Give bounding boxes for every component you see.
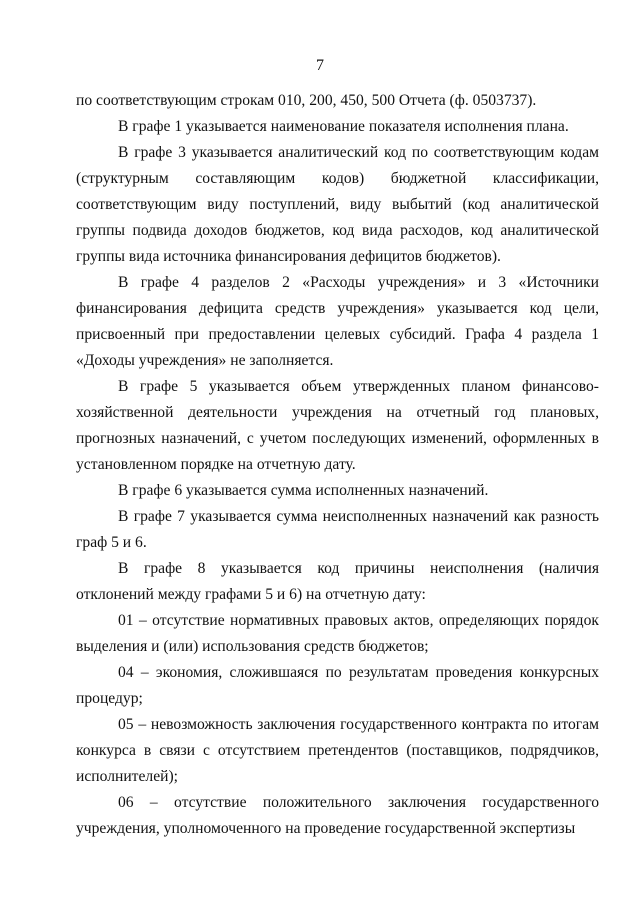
paragraph-continuation: по соответствующим строкам 010, 200, 450, 500 Отчета (ф. 0503737). [76,92,537,109]
paragraph-column-6: В графе 6 указывается сумма исполненных назначений. [118,482,489,499]
page-number: 7 [316,57,324,74]
paragraph-column-3: В графе 3 указывается аналитический код по соответствующим кодам (структурным составляющим кодов) бюджетной классификации, соответствующим виду поступлений, виду выбытий (код аналитической группы подвида доходов бюджетов, код вида расходов, код аналитической группы вида источника финансирования дефицитов бюджетов). [76,144,599,265]
document-body [76,88,599,842]
paragraph-column-1: В графе 1 указывается наименование показателя исполнения плана. [118,118,569,135]
paragraph-column-8: В графе 8 указывается код причины неисполнения (наличия отклонений между графами 5 и 6) на отчетную дату: [76,560,599,603]
reason-code-04: 04 – экономия, сложившаяся по результатам проведения конкурсных процедур; [76,664,599,707]
reason-code-05: 05 – невозможность заключения государственного контракта по итогам конкурса в связи с отсутствием претендентов (поставщиков, подрядчиков, исполнителей); [76,716,599,785]
reason-code-06: 06 – отсутствие положительного заключения государственного учреждения, уполномоченного на проведение государственной экспертизы [76,794,599,837]
paragraph-column-5: В графе 5 указывается объем утвержденных планом финансово-хозяйственной деятельности учреждения на отчетный год плановых, прогнозных назначений, с учетом последующих изменений, оформленных в установленном порядке на отчетную дату. [76,378,599,473]
reason-code-01: 01 – отсутствие нормативных правовых актов, определяющих порядок выделения и (или) использования средств бюджетов; [76,612,599,655]
paragraph-column-7: В графе 7 указывается сумма неисполненных назначений как разность граф 5 и 6. [76,508,599,551]
paragraph-column-4: В графе 4 разделов 2 «Расходы учреждения» и 3 «Источники финансирования дефицита средств учреждения» указывается код цели, присвоенный при предоставлении целевых субсидий. Графа 4 раздела 1 «Доходы учреждения» не заполняется. [76,274,599,369]
